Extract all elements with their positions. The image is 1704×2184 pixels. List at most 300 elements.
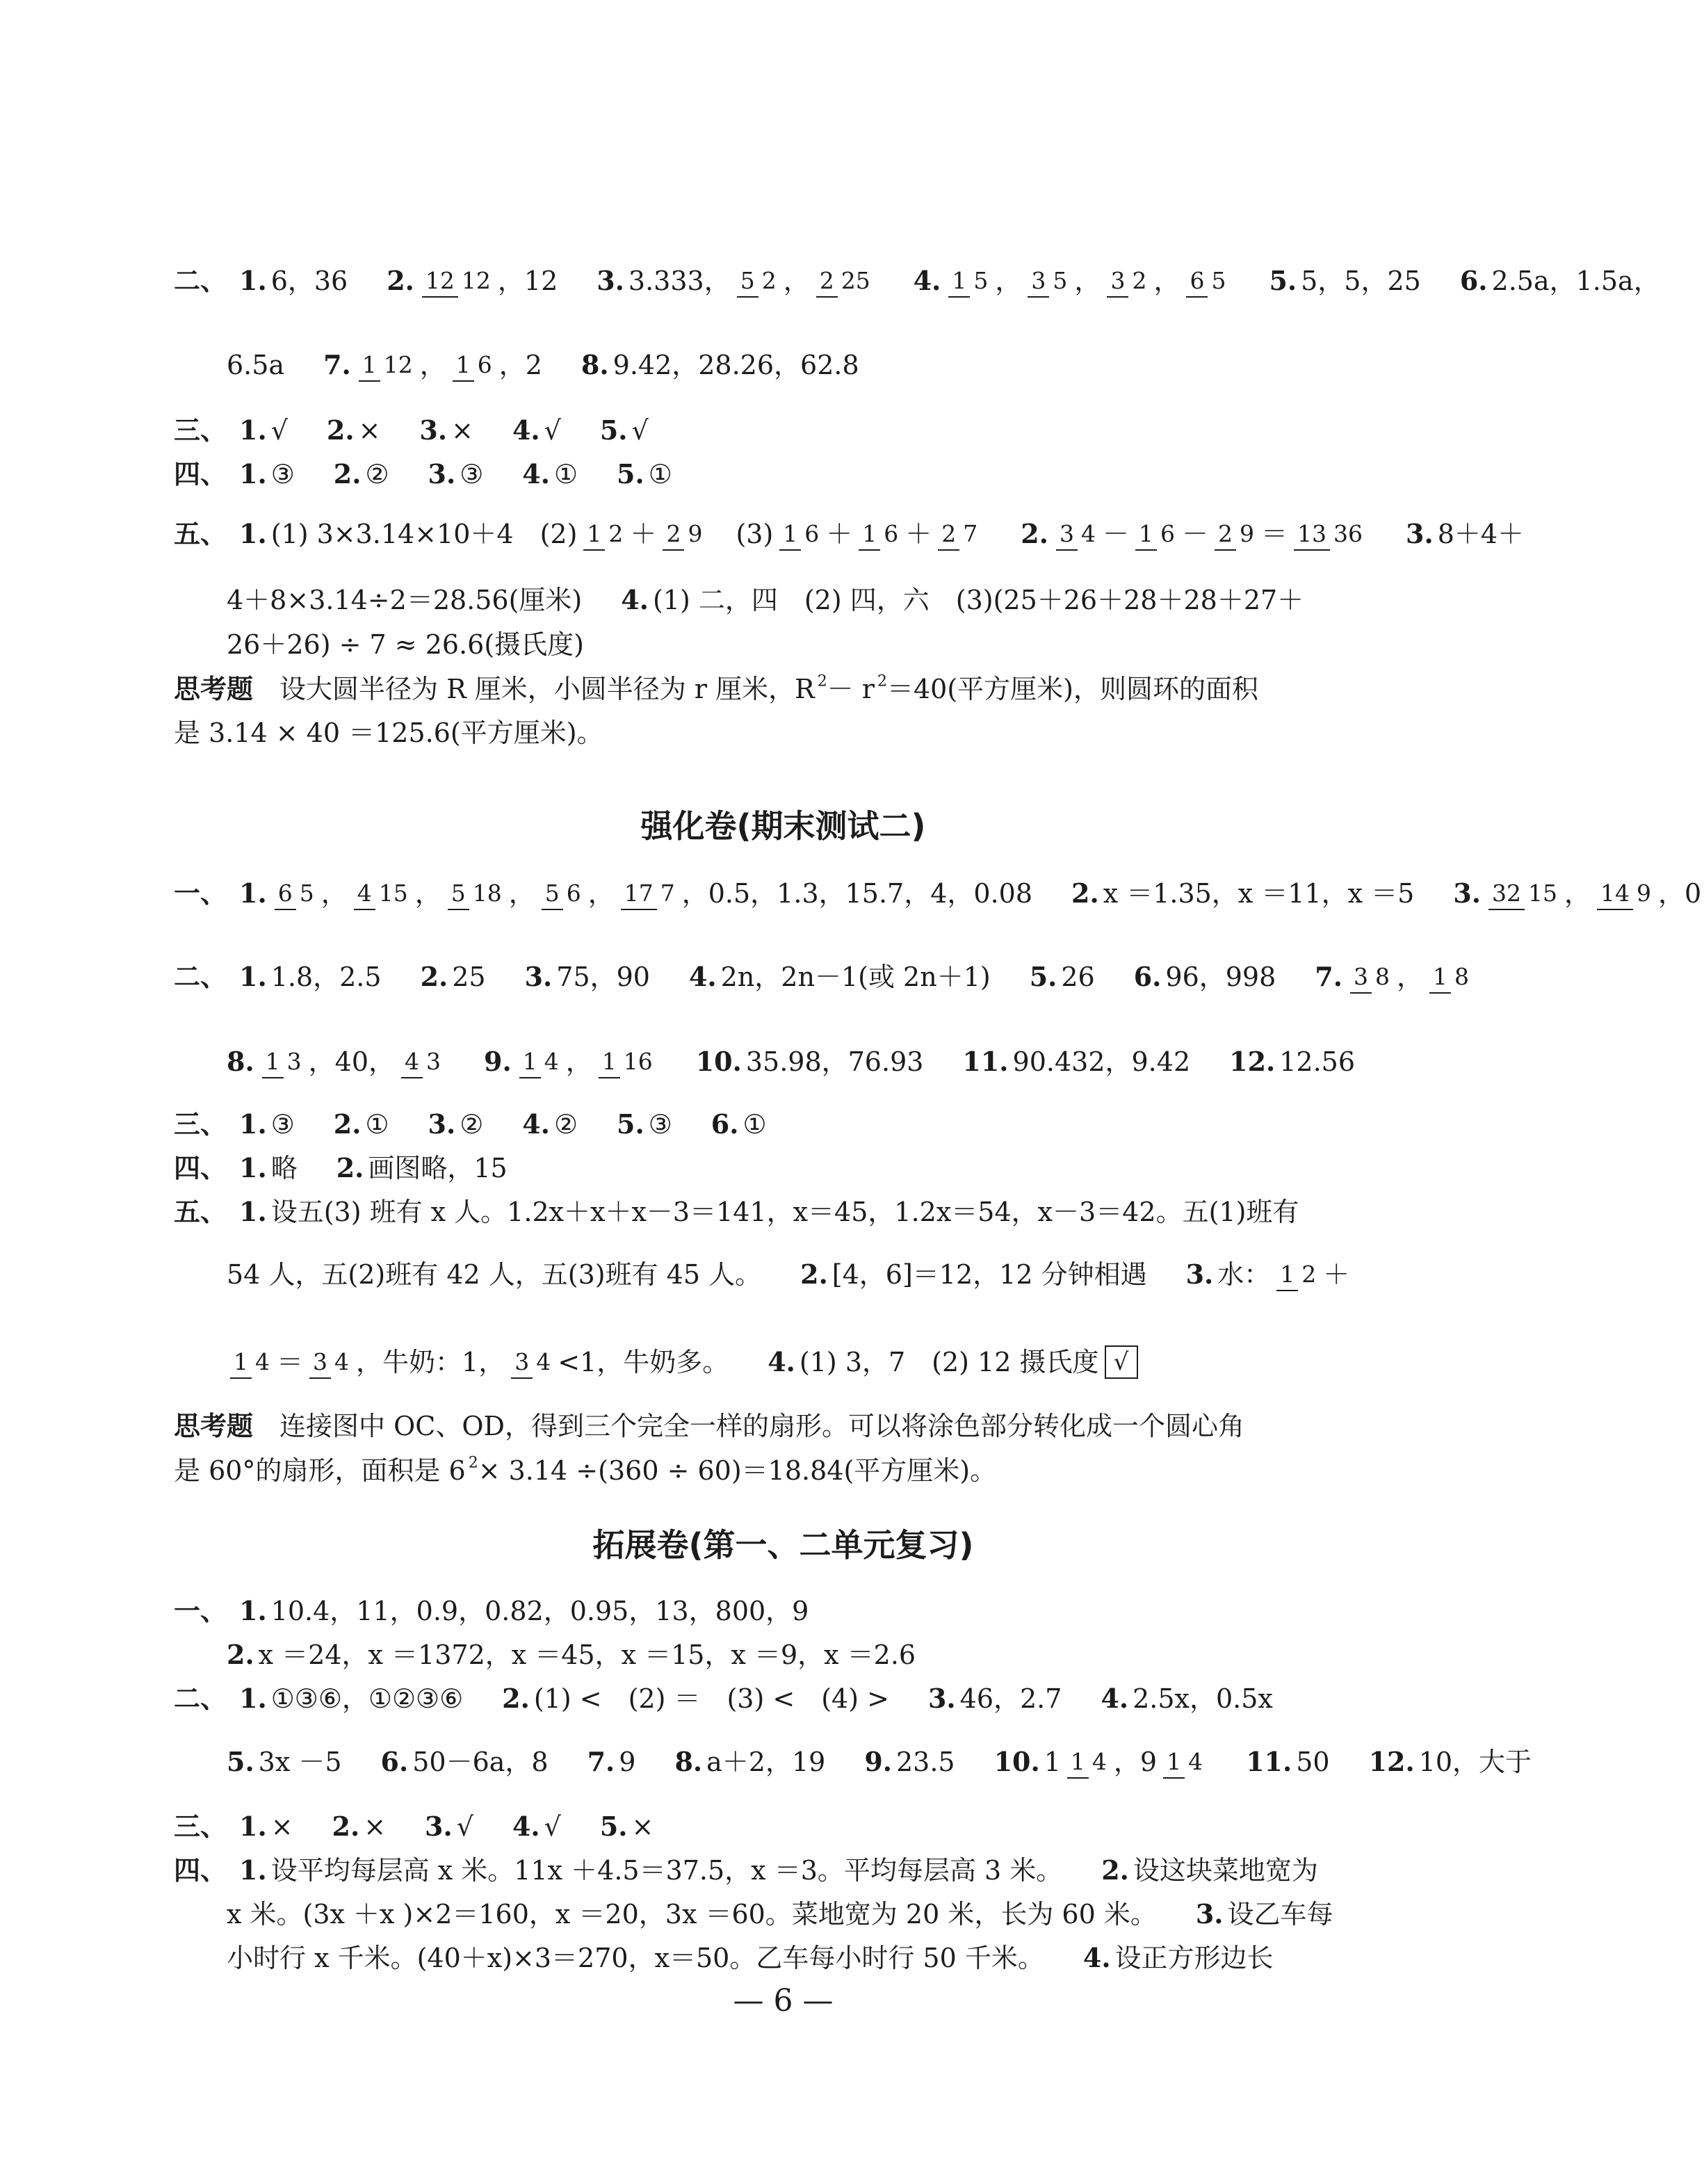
answer-text: √ [544,414,561,446]
question-number: 8. [674,1745,703,1777]
answer-text: (1) 3×3.14×10＋4 (2) [270,518,578,549]
fraction [1488,881,1561,906]
numerator: 1 [359,351,380,382]
answer-text: x ＝1.35，x ＝11，x ＝5 [1103,877,1415,909]
fraction [542,881,585,906]
question-number: 1. [239,1151,267,1183]
answer-text: ， [1396,961,1423,992]
fraction [511,1350,554,1375]
section-label: 四、 [174,1151,227,1183]
answer-text: ， [1074,265,1101,296]
question-number: 11. [962,1045,1009,1077]
question-number: 3. [419,414,448,446]
numerator: 3 [1107,267,1128,298]
question-number: 1. [239,517,267,549]
answer-text: 4＋8×3.14÷2＝28.56(厘米) [227,584,583,615]
fraction [1429,964,1472,989]
answer-text: 23.5 [895,1746,955,1777]
question-number: 1. [239,414,267,446]
denominator: 8 [1374,962,1390,990]
answer-line [174,1595,811,1624]
denominator: 4 [536,1348,551,1376]
answer-text: 设乙车每 [1227,1898,1333,1930]
page-number: — 6 — [733,1983,834,2019]
denominator: 4 [334,1348,350,1376]
answer-text: － [1102,518,1129,549]
answer-line [174,1455,999,1484]
question-number: 4. [913,264,941,296]
question-number: 1. [239,1854,267,1886]
answer-text: ＋ [630,518,657,549]
question-number: 11. [1246,1745,1292,1777]
answer-text: ＋ [905,518,932,549]
answer-text: 2n，2n－1(或 2n＋1) [720,961,991,992]
answer-text: √ [631,414,649,446]
answer-line [227,584,1306,613]
answer-text: ，0.5，1.3，15.7，4，0.08 [681,877,1033,909]
question-number: 3. [425,1810,453,1842]
numerator: 5 [542,880,563,910]
numerator: 1 [779,520,801,551]
answer-line [174,1152,510,1181]
answer-text: ③ [648,1108,672,1140]
question-number: 2. [1071,877,1099,909]
fraction [1294,521,1366,547]
answer-text: 26 [1061,961,1095,992]
denominator: 7 [660,879,675,907]
superscript: 2 [468,1454,478,1472]
answer-text: [4，6]＝12，12 分钟相遇 [831,1259,1147,1290]
answer-text: ，12 [497,265,558,296]
fraction [859,521,902,547]
denominator: 4 [1188,1747,1203,1775]
numerator: 1 [1276,1261,1298,1291]
superscript: 2 [817,672,827,690]
answer-text: 6.5a [227,349,285,380]
denominator: 4 [1080,519,1096,547]
answer-text: (1) < (2) ＝ (3) < (4) > [533,1683,889,1714]
question-number: 10. [695,1045,742,1077]
numerator: 3 [1028,267,1049,298]
question-number: 1. [239,1682,267,1714]
answer-text: ， [565,1046,592,1077]
numerator: 4 [354,880,375,910]
fraction [1056,521,1099,547]
numerator: 3 [1350,963,1372,994]
numerator: 2 [1215,520,1236,551]
fraction [309,1350,352,1375]
denominator: 6 [884,519,899,547]
question-number: 3. [1195,1898,1224,1930]
answer-text: ， [1564,877,1591,909]
numerator: 1 [1429,963,1451,994]
question-number: 8. [581,348,609,380]
denominator: 9 [688,519,703,547]
answer-line [174,1196,1301,1225]
answer-text: ， [587,877,615,909]
section-label: 一、 [174,1594,227,1626]
denominator: 12 [461,266,491,294]
section-label: 思考题 [174,672,254,704]
fraction [1028,268,1071,293]
answer-text: ， [1153,265,1180,296]
answer-text: 3.333， [628,265,731,296]
answer-text: ② [553,1108,578,1140]
question-number: 3. [524,960,553,992]
section-label: 三、 [174,1108,227,1140]
question-number: 1. [239,1810,267,1842]
denominator: 15 [1528,879,1558,907]
question-number: 4. [688,960,717,992]
answer-text: ， [320,877,348,909]
answer-line [227,1746,1534,1775]
question-number: 1. [239,1108,267,1140]
numerator: 2 [938,520,959,551]
question-number: 1. [239,1594,267,1626]
denominator: 4 [255,1348,270,1376]
answer-line [227,349,862,378]
answer-line [174,265,1663,294]
fraction [401,1049,444,1074]
question-number: 9. [484,1045,512,1077]
superscript: 2 [877,672,887,690]
numerator: 1 [1067,1748,1089,1779]
answer-text: ① [553,458,578,490]
question-number: 4. [621,583,649,615]
answer-line [227,1259,1352,1288]
answer-text: ， [995,265,1022,296]
answer-line [174,1108,770,1138]
fraction [816,268,874,293]
question-number: 4. [768,1346,795,1377]
section-heading: 强化卷(期末测试二) [640,807,926,845]
fraction [230,1350,273,1375]
denominator: 6 [566,879,581,907]
fraction [1163,1749,1206,1774]
answer-text: 46，2.7 [959,1683,1062,1714]
denominator: 3 [286,1047,302,1075]
answer-text: 26＋26) ÷ 7 ≈ 26.6(摄氏度) [227,629,584,660]
numerator: 1 [1135,520,1157,551]
question-number: 5. [1269,264,1297,296]
denominator: 2 [761,266,777,294]
question-number: 3. [597,264,624,296]
answer-text: ，2 [498,349,542,380]
denominator: 8 [1454,962,1469,990]
answer-text: × [358,414,381,446]
section-label: 四、 [174,458,227,490]
section-label: 五、 [174,1195,227,1227]
answer-text: a＋2，19 [706,1746,826,1777]
answer-text: 50 [1296,1746,1330,1777]
fraction [583,521,626,547]
numerator: 1 [519,1048,541,1078]
fraction [938,521,981,547]
answer-text: 是 3.14 × 40 ＝125.6(平方厘米)。 [174,717,603,748]
fraction [737,268,780,293]
answer-text: 2.5a，1.5a， [1491,265,1660,296]
answer-line [227,1639,918,1668]
denominator: 5 [1211,266,1226,294]
answer-line [174,458,675,490]
fraction [599,1049,656,1074]
answer-text: 设五(3) 班有 x 人。1.2x＋x＋x－3＝141，x＝45，1.2x＝54，x－3＝42。五(1)班有 [270,1196,1299,1227]
answer-line [227,629,587,658]
question-number: 12. [1229,1045,1276,1077]
question-number: 4. [522,1108,550,1140]
denominator: 4 [1092,1747,1107,1775]
answer-text: 6，36 [270,265,348,296]
question-number: 2. [332,1810,360,1842]
question-number: 8. [227,1045,254,1077]
answer-text: ① [743,1108,767,1140]
question-number: 2. [227,1638,254,1670]
question-number: 3. [927,1682,956,1714]
fraction [262,1049,305,1074]
answer-text: ， [414,877,441,909]
answer-text: 是 60°的扇形，面积是 6 [174,1455,466,1486]
answer-text: ＝ [277,1347,304,1377]
section-label: 三、 [174,1810,227,1842]
question-number: 4. [512,1810,540,1842]
answer-text: 小时行 x 千米。(40＋x)×3＝270，x＝50。乙车每小时行 50 千米。 [227,1942,1044,1973]
question-number: 5. [227,1745,254,1777]
answer-text: x ＝24，x ＝1372，x ＝45，x ＝15，x ＝9，x ＝2.6 [258,1639,916,1670]
question-number: 2. [1021,517,1048,549]
numerator: 1 [583,520,605,551]
answer-text: (3) [709,518,774,549]
answer-line [174,717,606,746]
numerator: 3 [309,1348,331,1379]
answer-text: × [451,414,473,446]
answer-text: ＝ [1261,518,1288,549]
answer-text: 2.5x，0.5x [1133,1683,1273,1714]
denominator: 16 [623,1047,653,1075]
answer-text: ＋ [826,518,853,549]
denominator: 18 [472,879,502,907]
section-label: 一、 [174,877,227,909]
answer-line [174,877,1704,907]
answer-text: ， [508,877,535,909]
answer-text: 35.98，76.93 [745,1046,924,1077]
numerator: 3 [511,1348,533,1379]
numerator: 1 [948,267,970,298]
question-number: 2. [420,960,448,992]
fraction [1186,268,1229,293]
question-number: 2. [326,414,355,446]
fraction [779,521,822,547]
answer-line [174,1683,1276,1712]
answer-line [227,1898,1336,1930]
answer-text: 连接图中 OC、OD，得到三个完全一样的扇形。可以将涂色部分转化成一个圆心角 [253,1410,1244,1441]
denominator: 6 [1160,519,1175,547]
section-label: 二、 [174,960,227,992]
question-number: 3. [1185,1258,1214,1290]
numerator: 12 [422,267,458,298]
question-number: 3. [1406,517,1434,549]
answer-text: 画图略，15 [368,1152,508,1183]
question-number: 7. [587,1745,615,1777]
answer-text: ， [783,265,810,296]
question-number: 1. [239,1195,267,1227]
denominator: 7 [963,519,978,547]
numerator: 1 [262,1048,284,1078]
answer-text: 9.42，28.26，62.8 [612,349,859,380]
answer-text: 设大圆半径为 R 厘米，小圆半径为 r 厘米，R [253,673,815,704]
section-heading: 拓展卷(第一、二单元复习) [592,1526,974,1564]
fraction [448,881,505,906]
question-number: 6. [1133,960,1162,992]
question-number: 5. [617,1108,644,1140]
denominator: 6 [477,350,492,378]
question-number: 7. [1315,960,1342,992]
denominator: 25 [841,266,870,294]
question-number: 4. [1101,1682,1129,1714]
answer-text: × [631,1811,654,1842]
question-number: 12. [1368,1745,1415,1777]
question-number: 5. [599,1810,628,1842]
fraction [948,268,991,293]
denominator: 2 [1132,266,1147,294]
denominator: 9 [1637,879,1652,907]
answer-text: 50－6a，8 [412,1746,549,1777]
numerator: 1 [1163,1748,1185,1779]
answer-text: 略 [270,1152,298,1183]
question-number: 6. [711,1108,739,1140]
answer-line [227,1942,1276,1971]
question-number: 10. [993,1745,1040,1777]
question-number: 7. [323,348,351,380]
answer-text: 水： [1217,1259,1271,1290]
answer-text: 设正方形边长 [1114,1942,1274,1973]
answer-text: － r [827,673,875,704]
answer-text: 10.4，11，0.9，0.82，0.95，13，800，9 [270,1595,809,1626]
answer-text: (1) 3，7 (2) 12 摄氏度 [799,1347,1099,1377]
fraction [1215,521,1258,547]
section-label: 二、 [174,1682,227,1714]
fraction [621,881,679,906]
answer-line [174,673,1261,702]
denominator: 4 [544,1047,559,1075]
denominator: 5 [1053,266,1068,294]
question-number: 2. [800,1258,828,1290]
numerator: 17 [621,880,657,910]
fraction [354,881,412,906]
question-number: 1. [239,458,267,490]
question-number: 1. [239,264,267,296]
checkbox-icon: √ [1105,1345,1138,1379]
question-number: 3. [428,1108,456,1140]
section-label: 四、 [174,1854,227,1886]
answer-text: ② [365,458,389,490]
answer-text: x 米。(3x ＋x )×2＝160，x ＝20，3x ＝60。菜地宽为 20 米，长为 60 米。 [227,1898,1157,1930]
section-label: 思考题 [174,1409,254,1441]
answer-text: ＋ [1323,1259,1350,1290]
answer-text: 12.56 [1279,1046,1356,1077]
fraction [519,1049,562,1074]
answer-text: (1) 二，四 (2) 四，六 (3)(25＋26＋28＋28＋27＋ [652,584,1304,615]
answer-text: ③ [270,458,295,490]
numerator: 1 [599,1048,620,1078]
question-number: 2. [333,1108,362,1140]
numerator: 2 [816,267,838,298]
numerator: 4 [401,1048,423,1078]
denominator: 2 [1301,1260,1317,1288]
answer-text: ①③⑥，①②③⑥ [270,1683,464,1714]
answer-text: 9 [619,1746,636,1777]
answer-text: ， [419,349,446,380]
question-number: 5. [1029,960,1057,992]
answer-text: × [270,1811,293,1842]
fraction [359,350,416,378]
fraction [275,881,318,906]
answer-line [174,414,651,444]
question-number: 2. [336,1151,364,1183]
answer-text: ③ [270,1108,295,1140]
fraction [1350,964,1393,989]
denominator: 5 [299,879,314,907]
answer-text: 1.8，2.5 [270,961,382,992]
question-number: 1. [239,877,267,909]
numerator: 13 [1294,520,1330,551]
denominator: 2 [608,519,624,547]
denominator: 12 [383,350,413,378]
answer-line [174,518,1527,547]
answer-text: 90.432，9.42 [1012,1046,1191,1077]
answer-text: 8＋4＋ [1437,518,1525,549]
answer-line [227,1046,1358,1075]
fraction [1107,268,1150,293]
numerator: 14 [1597,880,1633,910]
answer-text: 54 人，五(2)班有 42 人，五(3)班有 45 人。 [227,1259,762,1290]
question-number: 1. [239,960,267,992]
answer-text: √ [544,1811,561,1842]
answer-text: ，牛奶：1， [356,1347,505,1377]
answer-text: ② [460,1108,484,1140]
question-number: 6. [380,1745,409,1777]
answer-text: ，0 [1658,877,1702,909]
question-number: 4. [522,458,550,490]
answer-text: ＝40(平方厘米)，则圆环的面积 [886,673,1258,704]
fraction [1597,881,1655,906]
section-label: 三、 [174,414,227,446]
answer-text: √ [456,1811,473,1842]
question-number: 6. [1459,264,1488,296]
answer-text: <1，牛奶多。 [558,1347,729,1377]
question-number: 2. [502,1682,530,1714]
fraction [1276,1262,1320,1287]
numerator: 5 [737,267,758,298]
answer-text: ① [365,1108,389,1140]
answer-text: 设这块菜地宽为 [1133,1854,1318,1886]
answer-text: √ [270,414,288,446]
numerator: 2 [663,520,684,551]
fraction [453,350,496,378]
question-number: 5. [617,458,644,490]
question-number: 9. [864,1745,892,1777]
answer-text: 10，大于 [1418,1746,1532,1777]
section-label: 二、 [174,264,227,296]
fraction [1067,1749,1110,1774]
question-number: 4. [512,414,540,446]
answer-line [174,1410,1247,1439]
numerator: 6 [275,880,296,910]
fraction [422,268,494,293]
question-number: 3. [428,458,456,490]
answer-line [174,961,1476,990]
denominator: 6 [804,519,820,547]
answer-line [227,1345,1138,1379]
